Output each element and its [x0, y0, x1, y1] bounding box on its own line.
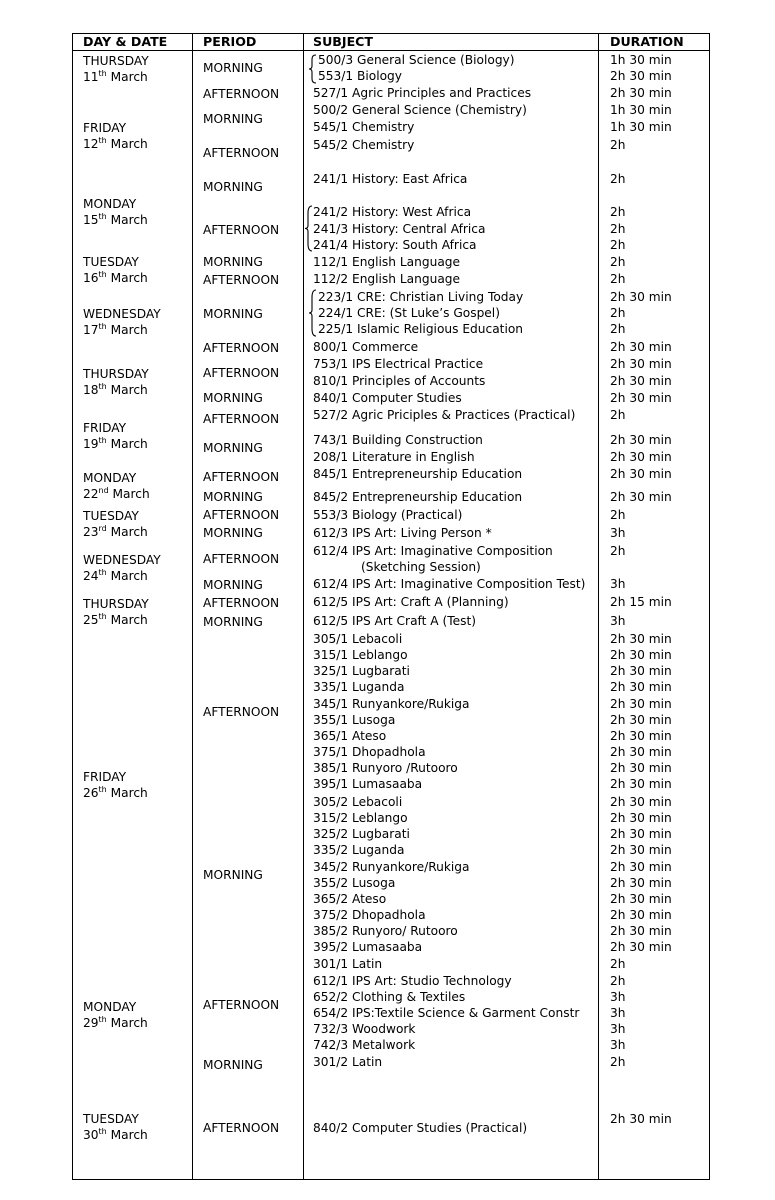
date-number: 26 [83, 786, 99, 800]
subject-paper: 305/1 Lebacoli [313, 632, 403, 646]
subject-paper: 335/1 Luganda [313, 680, 405, 694]
subject-paper: 527/1 Agric Principles and Practices [313, 86, 532, 100]
date-month: March [110, 437, 148, 451]
date-month: March [110, 569, 148, 583]
paper-duration: 2h 15 min [610, 595, 672, 609]
subject-paper: 224/1 CRE: (St Luke’s Gospel) [318, 306, 500, 320]
day-date [83, 785, 148, 801]
subject-paper: 845/1 Entrepreneurship Education [313, 467, 523, 481]
subject-paper: 612/3 IPS Art: Living Person * [313, 526, 492, 540]
period-label: AFTERNOON [203, 273, 280, 287]
paper-duration: 2h 30 min [610, 357, 672, 371]
period-label: MORNING [203, 112, 263, 126]
period-label: MORNING [203, 868, 263, 882]
period-label: MORNING [203, 307, 263, 321]
subject-paper: 225/1 Islamic Religious Education [318, 322, 524, 336]
day-date [83, 270, 148, 286]
date-number: 16 [83, 271, 99, 285]
subject-paper: 527/2 Agric Priciples & Practices (Practical) [313, 408, 576, 422]
paper-duration: 2h [610, 138, 626, 152]
subject-paper: 553/1 Biology [318, 69, 402, 83]
subject-paper: 753/1 IPS Electrical Practice [313, 357, 484, 371]
day-date [83, 136, 148, 152]
date-number: 11 [83, 70, 99, 84]
subject-paper: 355/2 Lusoga [313, 876, 396, 890]
paper-duration: 2h 30 min [610, 467, 672, 481]
subject-paper: (Sketching Session) [361, 560, 481, 574]
subject-paper: 840/2 Computer Studies (Practical) [313, 1121, 528, 1135]
date-month: March [110, 70, 148, 84]
paper-duration: 1h 30 min [610, 120, 672, 134]
subject-paper: 845/2 Entrepreneurship Education [313, 490, 523, 504]
day-date [83, 524, 148, 540]
period-label: AFTERNOON [203, 1121, 280, 1135]
paper-duration: 2h 30 min [610, 745, 672, 759]
paper-duration: 2h [610, 322, 626, 336]
paper-duration: 3h [610, 526, 626, 540]
day-name: TUESDAY [83, 255, 139, 269]
date-suffix: th [98, 1015, 107, 1024]
paper-duration: 1h 30 min [610, 53, 672, 67]
period-label: MORNING [203, 578, 263, 592]
subject-paper: 241/3 History: Central Africa [313, 222, 486, 236]
subject-paper: 325/1 Lugbarati [313, 664, 410, 678]
date-month: March [110, 323, 148, 337]
day-name: WEDNESDAY [83, 307, 161, 321]
subject-paper: 742/3 Metalwork [313, 1038, 416, 1052]
paper-duration: 2h [610, 255, 626, 269]
date-suffix: th [98, 785, 107, 794]
date-month: March [110, 271, 148, 285]
subject-paper: 208/1 Literature in English [313, 450, 475, 464]
day-date [83, 322, 148, 338]
paper-duration: 2h 30 min [610, 777, 672, 791]
header-subject: SUBJECT [313, 34, 374, 49]
paper-duration: 2h 30 min [610, 680, 672, 694]
day-name: TUESDAY [83, 1112, 139, 1126]
date-number: 29 [83, 1016, 99, 1030]
paper-duration: 2h [610, 408, 626, 422]
subject-paper: 365/2 Ateso [313, 892, 387, 906]
paper-duration: 2h 30 min [610, 892, 672, 906]
period-label: MORNING [203, 1058, 263, 1072]
paper-duration: 2h [610, 222, 626, 236]
date-month: March [110, 137, 148, 151]
paper-duration: 2h 30 min [610, 811, 672, 825]
subject-paper: 612/5 IPS Art Craft A (Test) [313, 614, 476, 628]
paper-duration: 3h [610, 614, 626, 628]
date-month: March [110, 525, 148, 539]
date-suffix: nd [98, 486, 109, 495]
paper-duration: 2h 30 min [610, 860, 672, 874]
brace-cre-ire [308, 289, 318, 337]
subject-paper: 375/1 Dhopadhola [313, 745, 426, 759]
paper-duration: 2h [610, 1055, 626, 1069]
paper-duration: 2h 30 min [610, 843, 672, 857]
date-number: 12 [83, 137, 99, 151]
day-date [83, 612, 148, 628]
period-label: AFTERNOON [203, 366, 280, 380]
paper-duration: 2h 30 min [610, 827, 672, 841]
paper-duration: 3h [610, 577, 626, 591]
date-number: 24 [83, 569, 99, 583]
paper-duration: 2h 30 min [610, 450, 672, 464]
subject-paper: 800/1 Commerce [313, 340, 419, 354]
subject-paper: 654/2 IPS:Textile Science & Garment Constr [313, 1006, 580, 1020]
subject-paper: 395/1 Lumasaaba [313, 777, 423, 791]
paper-duration: 2h 30 min [610, 940, 672, 954]
paper-duration: 2h 30 min [610, 490, 672, 504]
paper-duration: 2h [610, 238, 626, 252]
day-date [83, 382, 148, 398]
date-number: 22 [83, 487, 99, 501]
date-suffix: th [98, 69, 107, 78]
subject-paper: 301/1 Latin [313, 957, 383, 971]
date-suffix: th [98, 136, 107, 145]
period-label: AFTERNOON [203, 552, 280, 566]
period-label: MORNING [203, 391, 263, 405]
day-name: THURSDAY [83, 367, 149, 381]
paper-duration: 2h 30 min [610, 713, 672, 727]
date-number: 18 [83, 383, 99, 397]
column-divider [598, 33, 599, 1179]
day-name: MONDAY [83, 197, 137, 211]
paper-duration: 3h [610, 990, 626, 1004]
paper-duration: 2h 30 min [610, 433, 672, 447]
period-label: MORNING [203, 61, 263, 75]
paper-duration: 3h [610, 1038, 626, 1052]
paper-duration: 2h 30 min [610, 374, 672, 388]
paper-duration: 3h [610, 1022, 626, 1036]
subject-paper: 315/1 Leblango [313, 648, 408, 662]
subject-paper: 500/2 General Science (Chemistry) [313, 103, 527, 117]
subject-paper: 612/5 IPS Art: Craft A (Planning) [313, 595, 509, 609]
period-label: AFTERNOON [203, 508, 280, 522]
paper-duration: 2h [610, 508, 626, 522]
subject-paper: 301/2 Latin [313, 1055, 383, 1069]
row-rule [72, 50, 710, 51]
paper-duration: 2h [610, 957, 626, 971]
date-month: March [110, 613, 148, 627]
date-suffix: th [98, 1127, 107, 1136]
paper-duration: 2h 30 min [610, 795, 672, 809]
subject-paper: 241/4 History: South Africa [313, 238, 477, 252]
day-name: FRIDAY [83, 121, 127, 135]
subject-paper: 335/2 Luganda [313, 843, 405, 857]
day-name: MONDAY [83, 1000, 137, 1014]
subject-paper: 612/4 IPS Art: Imaginative Composition Test) [313, 577, 586, 591]
subject-paper: 612/4 IPS Art: Imaginative Composition [313, 544, 553, 558]
date-month: March [110, 786, 148, 800]
day-name: FRIDAY [83, 421, 127, 435]
date-number: 25 [83, 613, 99, 627]
paper-duration: 2h [610, 172, 626, 186]
subject-paper: 652/2 Clothing & Textiles [313, 990, 466, 1004]
subject-paper: 305/2 Lebacoli [313, 795, 403, 809]
date-suffix: th [98, 212, 107, 221]
header-duration: DURATION [610, 34, 684, 49]
paper-duration: 2h 30 min [610, 924, 672, 938]
day-name: FRIDAY [83, 770, 127, 784]
subject-paper: 112/2 English Language [313, 272, 461, 286]
period-label: AFTERNOON [203, 223, 280, 237]
subject-paper: 315/2 Leblango [313, 811, 408, 825]
period-label: AFTERNOON [203, 412, 280, 426]
subject-paper: 241/1 History: East Africa [313, 172, 468, 186]
period-label: AFTERNOON [203, 998, 280, 1012]
column-divider [72, 33, 73, 1179]
date-number: 17 [83, 323, 99, 337]
period-label: MORNING [203, 615, 263, 629]
header-period: PERIOD [203, 34, 257, 49]
paper-duration: 2h 30 min [610, 1112, 672, 1126]
day-date [83, 568, 148, 584]
subject-paper: 112/1 English Language [313, 255, 461, 269]
date-number: 30 [83, 1128, 99, 1142]
subject-paper: 345/2 Runyankore/Rukiga [313, 860, 470, 874]
subject-paper: 612/1 IPS Art: Studio Technology [313, 974, 512, 988]
date-month: March [110, 383, 148, 397]
paper-duration: 2h 30 min [610, 697, 672, 711]
paper-duration: 2h [610, 272, 626, 286]
paper-duration: 3h [610, 1006, 626, 1020]
date-suffix: th [98, 436, 107, 445]
day-date [83, 69, 148, 85]
brace-history [304, 205, 314, 252]
period-label: AFTERNOON [203, 87, 280, 101]
paper-duration: 2h 30 min [610, 632, 672, 646]
paper-duration: 2h [610, 974, 626, 988]
subject-paper: 385/1 Runyoro /Rutooro [313, 761, 458, 775]
column-divider [192, 33, 193, 1179]
date-month: March [110, 1128, 148, 1142]
subject-paper: 810/1 Principles of Accounts [313, 374, 486, 388]
subject-paper: 553/3 Biology (Practical) [313, 508, 463, 522]
date-suffix: th [98, 568, 107, 577]
date-number: 19 [83, 437, 99, 451]
date-suffix: th [98, 612, 107, 621]
period-label: MORNING [203, 490, 263, 504]
period-label: MORNING [203, 526, 263, 540]
period-label: MORNING [203, 255, 263, 269]
period-label: MORNING [203, 441, 263, 455]
period-label: MORNING [203, 180, 263, 194]
paper-duration: 2h 30 min [610, 908, 672, 922]
period-label: AFTERNOON [203, 341, 280, 355]
date-month: March [110, 213, 148, 227]
date-suffix: th [98, 270, 107, 279]
paper-duration: 2h [610, 306, 626, 320]
paper-duration: 2h 30 min [610, 648, 672, 662]
paper-duration: 2h 30 min [610, 391, 672, 405]
brace-general-science [308, 54, 318, 84]
subject-paper: 545/1 Chemistry [313, 120, 415, 134]
subject-paper: 345/1 Runyankore/Rukiga [313, 697, 470, 711]
paper-duration: 2h [610, 205, 626, 219]
subject-paper: 375/2 Dhopadhola [313, 908, 426, 922]
period-label: AFTERNOON [203, 470, 280, 484]
day-name: THURSDAY [83, 54, 149, 68]
period-label: AFTERNOON [203, 596, 280, 610]
day-name: THURSDAY [83, 597, 149, 611]
day-date [83, 436, 148, 452]
row-rule [72, 1179, 710, 1180]
day-date [83, 1127, 148, 1143]
period-label: AFTERNOON [203, 146, 280, 160]
date-suffix: th [98, 382, 107, 391]
day-name: WEDNESDAY [83, 553, 161, 567]
subject-paper: 325/2 Lugbarati [313, 827, 410, 841]
paper-duration: 2h 30 min [610, 729, 672, 743]
day-date [83, 1015, 148, 1031]
subject-paper: 732/3 Woodwork [313, 1022, 416, 1036]
day-name: TUESDAY [83, 509, 139, 523]
subject-paper: 840/1 Computer Studies [313, 391, 462, 405]
paper-duration: 2h 30 min [610, 340, 672, 354]
paper-duration: 1h 30 min [610, 103, 672, 117]
paper-duration: 2h 30 min [610, 876, 672, 890]
subject-paper: 743/1 Building Construction [313, 433, 483, 447]
day-date [83, 212, 148, 228]
subject-paper: 355/1 Lusoga [313, 713, 396, 727]
subject-paper: 395/2 Lumasaaba [313, 940, 423, 954]
column-divider [709, 33, 710, 1179]
paper-duration: 2h 30 min [610, 290, 672, 304]
subject-paper: 545/2 Chemistry [313, 138, 415, 152]
paper-duration: 2h 30 min [610, 69, 672, 83]
subject-paper: 385/2 Runyoro/ Rutooro [313, 924, 458, 938]
paper-duration: 2h [610, 544, 626, 558]
day-date [83, 486, 150, 502]
date-month: March [110, 1016, 148, 1030]
date-number: 23 [83, 525, 99, 539]
paper-duration: 2h 30 min [610, 761, 672, 775]
period-label: AFTERNOON [203, 705, 280, 719]
date-month: March [112, 487, 150, 501]
date-number: 15 [83, 213, 99, 227]
header-day-date: DAY & DATE [83, 34, 168, 49]
subject-paper: 365/1 Ateso [313, 729, 387, 743]
subject-paper: 241/2 History: West Africa [313, 205, 472, 219]
date-suffix: rd [98, 524, 107, 533]
subject-paper: 223/1 CRE: Christian Living Today [318, 290, 524, 304]
paper-duration: 2h 30 min [610, 664, 672, 678]
day-name: MONDAY [83, 471, 137, 485]
subject-paper: 500/3 General Science (Biology) [318, 53, 515, 67]
paper-duration: 2h 30 min [610, 86, 672, 100]
date-suffix: th [98, 322, 107, 331]
